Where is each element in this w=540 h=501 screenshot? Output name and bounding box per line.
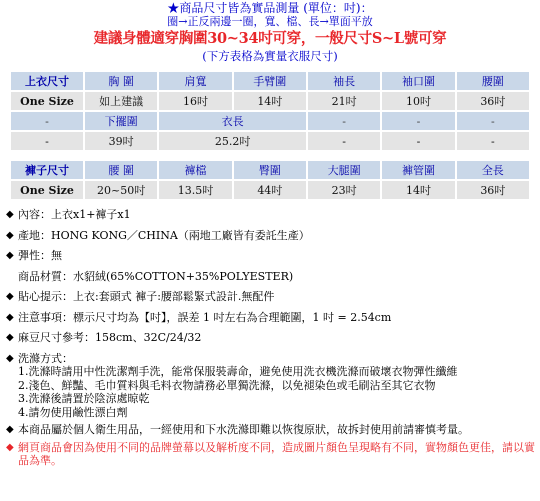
product-info-list — [0, 208, 540, 475]
table-cell: 36吋 — [457, 92, 529, 110]
bullet-icon: ◆ — [6, 424, 14, 435]
wash-step: 3.洗滌後請置於陰涼處晾乾 — [18, 392, 150, 405]
table-cell: 袖長 — [308, 72, 380, 90]
table-cell: 10吋 — [382, 92, 454, 110]
table-cell: 上衣尺寸 — [11, 72, 83, 90]
bullet-icon: ◆ — [6, 352, 14, 364]
table-cell: 肩寬 — [159, 72, 231, 90]
list-item — [6, 228, 540, 243]
table-cell: - — [308, 112, 380, 130]
table-row — [11, 161, 529, 179]
table-cell: 13.5吋 — [159, 181, 231, 199]
notice-text: 注意事項：標示尺寸均為【吋】，誤差 1 吋左右為合理範圍，1 吋 = 2.54cm — [18, 310, 392, 324]
measure-method-note: 圈→正反兩邊一圈，寬、檔、長→單面平放 — [167, 15, 373, 28]
bullet-icon: ◆ — [6, 441, 14, 453]
table-cell: - — [308, 132, 380, 150]
color-notice-text: 網頁商品會因為使用不同的品牌螢幕以及解析度不同，造成圖片顏色呈現略有不同，實物顏色更佳，請以實品為準。 — [18, 440, 535, 467]
list-item — [6, 249, 540, 263]
pants-size-table — [9, 159, 531, 201]
star-icon: ★ — [167, 1, 180, 15]
table-cell: - — [457, 132, 529, 150]
wash-step: 2.淺色、鮮豔、毛巾質料與毛料衣物請務必單獨洗滌，以免褪染色或毛刷沾至其它衣物 — [18, 378, 436, 392]
table-cell: - — [382, 112, 454, 130]
table-cell: - — [11, 132, 83, 150]
bullet-icon: ◆ — [6, 209, 14, 220]
origin-text: 產地：HONG KONG／CHINA（兩地工廠皆有委託生產） — [18, 228, 310, 242]
table-cell: 如上建議 — [85, 92, 157, 110]
list-item — [6, 331, 540, 345]
table-cell: One Size — [11, 92, 83, 110]
list-item — [6, 440, 540, 468]
table-cell: 衣長 — [159, 112, 306, 130]
table-cell: 大腿圍 — [308, 161, 380, 179]
table-cell: 36吋 — [457, 181, 529, 199]
table-row — [11, 132, 529, 150]
table-cell: - — [11, 112, 83, 130]
material-text: 商品材質：水貂絨(65%COTTON+35%POLYESTER) — [18, 269, 294, 283]
list-item — [6, 423, 540, 437]
table-cell: 25.2吋 — [159, 132, 306, 150]
elasticity-text: 彈性：無 — [18, 249, 62, 262]
content-text: 內容：上衣x1+褲子x1 — [18, 208, 131, 221]
wash-step: 1.洗滌時請用中性洗潔劑手洗，能常保服裝壽命，避免使用洗衣機洗滌而破壞衣物彈性纖維 — [18, 365, 458, 378]
table-cell: 23吋 — [308, 181, 380, 199]
table-cell: 臀圍 — [234, 161, 306, 179]
size-unit-note: ★商品尺寸皆為實品測量 (單位：吋)： — [167, 1, 373, 15]
table-cell: 下擺圍 — [85, 112, 157, 130]
table-row — [11, 112, 529, 130]
list-item — [6, 290, 540, 304]
bullet-icon: ◆ — [6, 229, 14, 241]
list-item — [18, 270, 540, 284]
table-row — [11, 181, 529, 199]
table-cell: 腰 圍 — [85, 161, 157, 179]
size-header — [0, 0, 540, 63]
table-cell: One Size — [11, 181, 83, 199]
table-cell: 褲檔 — [159, 161, 231, 179]
table-cell: 褲子尺寸 — [11, 161, 83, 179]
table-cell: 袖口圍 — [382, 72, 454, 90]
table-cell: 44吋 — [234, 181, 306, 199]
bullet-icon: ◆ — [6, 332, 14, 343]
list-item — [6, 351, 540, 420]
table-cell: 39吋 — [85, 132, 157, 150]
bullet-icon: ◆ — [6, 250, 14, 261]
wash-step: 4.請勿使用鹼性漂白劑 — [18, 405, 128, 419]
table-cell: - — [457, 112, 529, 130]
table-note: (下方表格為實量衣服尺寸) — [202, 49, 338, 63]
table-cell: 手臂圍 — [234, 72, 306, 90]
table-cell: 全長 — [457, 161, 529, 179]
table-cell: 21吋 — [308, 92, 380, 110]
table-cell: 褲管圍 — [382, 161, 454, 179]
top-size-table — [9, 70, 531, 152]
table-cell: 腰圍 — [457, 72, 529, 90]
table-row — [11, 92, 529, 110]
fit-recommendation: 建議身體適穿胸圍30~34吋可穿，一般尺寸S~L號可穿 — [93, 30, 447, 47]
bullet-icon: ◆ — [6, 311, 14, 323]
list-item — [6, 208, 540, 222]
table-row — [11, 72, 529, 90]
wash-title: 洗滌方式： — [18, 351, 73, 365]
bullet-icon: ◆ — [6, 291, 14, 302]
hygiene-text: 本商品屬於個人衛生用品，一經使用和下水洗滌即難以恢復原狀，故拆封使用前請審慎考量。 — [18, 423, 469, 436]
table-cell: 20~50吋 — [85, 181, 157, 199]
list-item — [6, 310, 540, 325]
tip-text: 貼心提示：上衣:套頭式 褲子:腰部鬆緊式設計.無配件 — [18, 290, 275, 303]
table-cell: 16吋 — [159, 92, 231, 110]
table-cell: 胸 圍 — [85, 72, 157, 90]
table-cell: - — [382, 132, 454, 150]
model-size-text: 麻豆尺寸參考：158cm、32C/24/32 — [18, 331, 202, 344]
table-cell: 14吋 — [382, 181, 454, 199]
table-cell: 14吋 — [234, 92, 306, 110]
